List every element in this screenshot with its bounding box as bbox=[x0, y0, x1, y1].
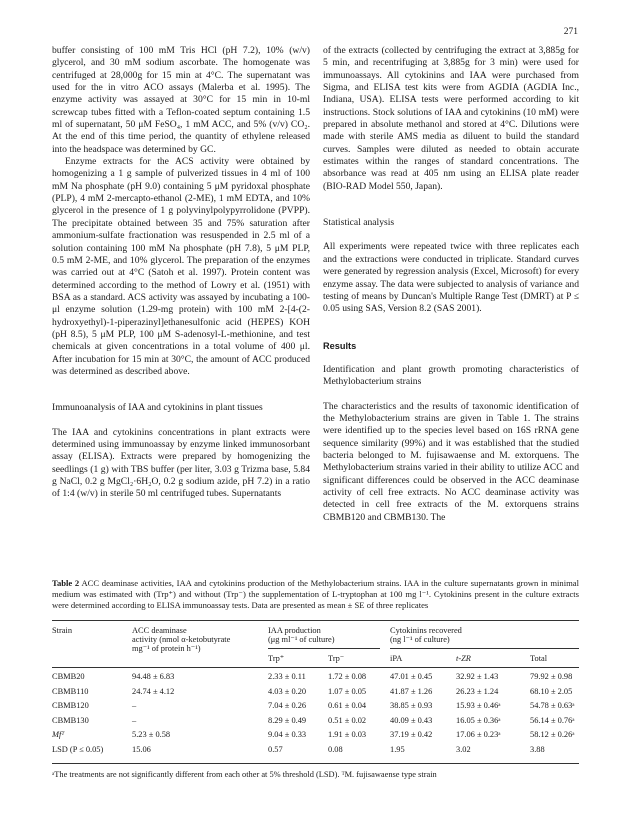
cell-total: 58.12 ± 0.26ᵃ bbox=[530, 730, 575, 739]
header-tzr: t-ZR bbox=[456, 654, 471, 663]
cell-total: 68.10 ± 2.05 bbox=[530, 686, 573, 696]
cell-strain: CBMB130 bbox=[52, 715, 89, 725]
cell-strain: Mfᵀ bbox=[52, 730, 65, 739]
header-acc-units2: mg⁻¹ of protein h⁻¹) bbox=[132, 644, 201, 653]
cell-tzr: 32.92 ± 1.43 bbox=[456, 672, 499, 681]
cell-trp-minus: 1.07 ± 0.05 bbox=[328, 686, 367, 696]
cell-trp-minus: 1.72 ± 0.08 bbox=[328, 672, 367, 681]
paragraph: of the extracts (collected by centrifuging the extract at 3,885g for 5 min, and recentrifuging at 3,885g for 3 min) were used for immunoassays. All cytokinins and IAA were purchased from Sigma, and ELISA test kits were from AGDIA (AGDIA Inc., Indiana, USA). ELISA tests were performed according to kit instructions. Stock solutions of IAA and cytokinins (10 mM) were prepared in absolute methanol and stored at 4°C. Dilutions were made with sterile AMS media as diluent to build the standard curves. Samples were diluted as needed to obtain accurate estimates within the ranges of standard concentrations. The absorbance was read at 405 nm using an ELISA plate reader (BIO-RAD Model 550, Japan). bbox=[323, 45, 579, 192]
cell-ipa: 47.01 ± 0.45 bbox=[390, 672, 433, 681]
cell-ipa: 41.87 ± 1.26 bbox=[390, 686, 433, 696]
cell-trp-plus: 0.57 bbox=[268, 744, 283, 754]
paragraph: buffer consisting of 100 mM Tris HCl (pH 7.2), 10% (w/v) glycerol, and 30 mM sodium ascorbate. The homogenate was centrifuged at 28,000g for 15 min at 4°C. The supernatant was used for the in vitro ACO assays (Malerba et al. 1995). The enzyme activity was assayed at 30°C for 15 min in 10-ml screwcap tubes fitted with a Teflon-coated septum containing 1.5 ml of supernatant, 50 μM FeSO₄, 1 mM ACC, and 5% (v/v) CO₂. At the end of this time period, the quantity of ethylene released into the headspace was determined by GC. bbox=[52, 45, 310, 155]
cell-total: 79.92 ± 0.98 bbox=[530, 672, 573, 681]
page-number: 271 bbox=[563, 27, 578, 37]
subsection-heading-identification: Identification and plant growth promoting characteristics of Methylobacterium strains bbox=[323, 363, 579, 388]
cell-trp-plus: 7.04 ± 0.26 bbox=[268, 701, 307, 710]
paragraph: All experiments were repeated twice with three replicates each and the extractions were conducted in triplicate. Standard curves were generated by regression analysis (Excel, Microsoft) for every enzyme assay. The data were subjected to analysis of variance and testing of means by Duncan's Multiple Range Test (DMRT) at P ≤ 0.05 using SAS, Version 8.2 (SAS 2001). bbox=[323, 241, 579, 315]
cell-strain: CBMB120 bbox=[52, 701, 89, 710]
header-trp-minus: Trp⁻ bbox=[328, 654, 345, 663]
header-acc-units: activity (nmol α-ketobutyrate bbox=[132, 635, 231, 644]
cell-acc: – bbox=[132, 715, 137, 725]
table-caption bbox=[52, 578, 579, 610]
cell-trp-minus: 0.08 bbox=[328, 744, 343, 754]
cell-ipa: 40.09 ± 0.43 bbox=[390, 715, 433, 725]
cell-trp-plus: 9.04 ± 0.33 bbox=[268, 730, 307, 739]
cell-tzr: 16.05 ± 0.36ᵃ bbox=[456, 715, 501, 725]
header-acc: ACC deaminase bbox=[132, 626, 187, 635]
cell-strain: CBMB110 bbox=[52, 686, 89, 696]
cell-ipa: 1.95 bbox=[390, 744, 405, 754]
section-heading-statistical-analysis: Statistical analysis bbox=[323, 217, 395, 229]
right-column bbox=[323, 45, 579, 524]
table-top-rule bbox=[52, 620, 579, 621]
header-total: Total bbox=[530, 654, 548, 663]
cell-tzr: 3.02 bbox=[456, 744, 471, 754]
cell-trp-minus: 0.51 ± 0.02 bbox=[328, 715, 367, 725]
header-iaa: IAA production bbox=[268, 626, 321, 635]
table-footnote: ᵃThe treatments are not significantly different from each other at 5% threshold (LSD). ᵀM. fujisawaense type strain bbox=[52, 770, 437, 779]
cell-strain: LSD (P ≤ 0.05) bbox=[52, 744, 104, 754]
cell-trp-plus: 8.29 ± 0.49 bbox=[268, 715, 307, 725]
header-ipa: iPA bbox=[390, 654, 403, 663]
cytokinins-subheader-rule bbox=[390, 648, 579, 649]
cell-acc: 15.06 bbox=[132, 744, 151, 754]
paragraph: The IAA and cytokinins concentrations in plant extracts were determined using immunoassay by enzyme linked immunosorbant assay (ELISA). Extracts were prepared by homogenizing the seedlings (1 g) with TBS buffer (per liter, 3.03 g Trizma base, 5.84 g NaCl, 0.2 g MgCl₂·6H₂O, 0.2 g sodium azide, pH 7.2) in a ratio of 1:4 (w/v) in sterile 50 ml centrifuged tubes. Supernatants bbox=[52, 426, 310, 500]
cell-strain: CBMB20 bbox=[52, 672, 85, 681]
table-bottom-rule bbox=[52, 763, 579, 764]
section-heading-immunoanalysis: Immunoanalysis of IAA and cytokinins in plant tissues bbox=[52, 402, 263, 414]
cell-total: 54.78 ± 0.63ᵃ bbox=[530, 701, 575, 710]
cell-ipa: 37.19 ± 0.42 bbox=[390, 730, 433, 739]
table-header-rule bbox=[52, 667, 579, 668]
cell-acc: 94.48 ± 6.83 bbox=[132, 672, 175, 681]
header-trp-plus: Trp⁺ bbox=[268, 654, 285, 663]
cell-total: 56.14 ± 0.76ᵃ bbox=[530, 715, 575, 725]
cell-tzr: 26.23 ± 1.24 bbox=[456, 686, 499, 696]
table-caption-text: ACC deaminase activities, IAA and cytokinins production of the Methylobacterium strains. IAA in the culture supernatants grown in minimal medium was estimated with (Trp⁺) and without (Trp⁻) the supplementation of L-tryptophan at 100 mg l⁻¹. Cytokinins present in the culture extracts were determined according to ELISA immunoassay tests. Data are presented as mean ± SE of three replicates bbox=[52, 578, 579, 610]
cell-trp-minus: 0.61 ± 0.04 bbox=[328, 701, 367, 710]
cell-acc: – bbox=[132, 701, 137, 710]
cell-acc: 24.74 ± 4.12 bbox=[132, 686, 175, 696]
cell-ipa: 38.85 ± 0.93 bbox=[390, 701, 433, 710]
header-iaa-units: (μg ml⁻¹ of culture) bbox=[268, 635, 335, 644]
cell-trp-plus: 4.03 ± 0.20 bbox=[268, 686, 307, 696]
cell-tzr: 15.93 ± 0.46ᵃ bbox=[456, 701, 501, 710]
iaa-subheader-rule bbox=[268, 648, 380, 649]
cell-trp-minus: 1.91 ± 0.03 bbox=[328, 730, 367, 739]
header-cytokinins: Cytokinins recovered bbox=[390, 626, 462, 635]
header-cytokinins-units: (ng l⁻¹ of culture) bbox=[390, 635, 450, 644]
paragraph: Enzyme extracts for the ACS activity were obtained by homogenizing a 1 g sample of pulverized tissues in 4 ml of 100 mM Na phosphate (pH 9.0) containing 5 μM pyridoxal phosphate (PLP), 4 mM 2-mercapto-ethanol (2-ME), 1 mM EDTA, and 10% glycerol in the presence of 1 g polyvinylpolypyrrolidone (PVPP). The precipitate obtained between 35 and 75% saturation after ammonium-sulfate fractionation was resuspended in 2.5 ml of a solution containing 100 mM Na phosphate (pH 7.8), 5 μM PLP, 0.5 mM 2-ME, and 10% glycerol. The preparation of the enzymes was carried out at 4°C (Satoh et al. 1997). Protein content was determined according to the method of Lowry et al. (1951) with BSA as a standard. ACS activity was assayed by incubating a 100-μl enzyme solution (1.29-mg protein) with 100 mM 2-[4-(2-hydroxyethyl)-1-piperazinyl]ethanesulfonic acid (HEPES) KOH (pH 8.5), 5 μM PLP, 100 μM S-adenosyl-L-methionine, and test chemicals at given concentrations in a total volume of 400 μl. After incubation for 15 min at 30°C, the amount of ACC produced was determined as described above. bbox=[52, 156, 310, 377]
cell-trp-plus: 2.33 ± 0.11 bbox=[268, 672, 306, 681]
section-heading-results: Results bbox=[323, 340, 357, 351]
header-strain: Strain bbox=[52, 626, 73, 635]
left-column bbox=[52, 45, 310, 501]
table-label: Table 2 bbox=[52, 578, 80, 588]
cell-total: 3.88 bbox=[530, 744, 545, 754]
paragraph: The characteristics and the results of taxonomic identification of the Methylobacterium strains are given in Table 1. The strains were identified up to the species level based on 16S rRNA gene sequence similarity (99%) and it was established that the studied bacteria belonged to M. fujisawaense and M. extorquens. The Methylobacterium strains varied in their ability to utilize ACC and significant differences could be observed in the ACC deaminase activity of cell free extracts. No ACC deaminase activity was detected in cell free extracts of the M. extorquens strains CBMB120 and CBMB130. The bbox=[323, 400, 579, 523]
cell-tzr: 17.06 ± 0.23ᵃ bbox=[456, 730, 501, 739]
cell-acc: 5.23 ± 0.58 bbox=[132, 730, 171, 739]
